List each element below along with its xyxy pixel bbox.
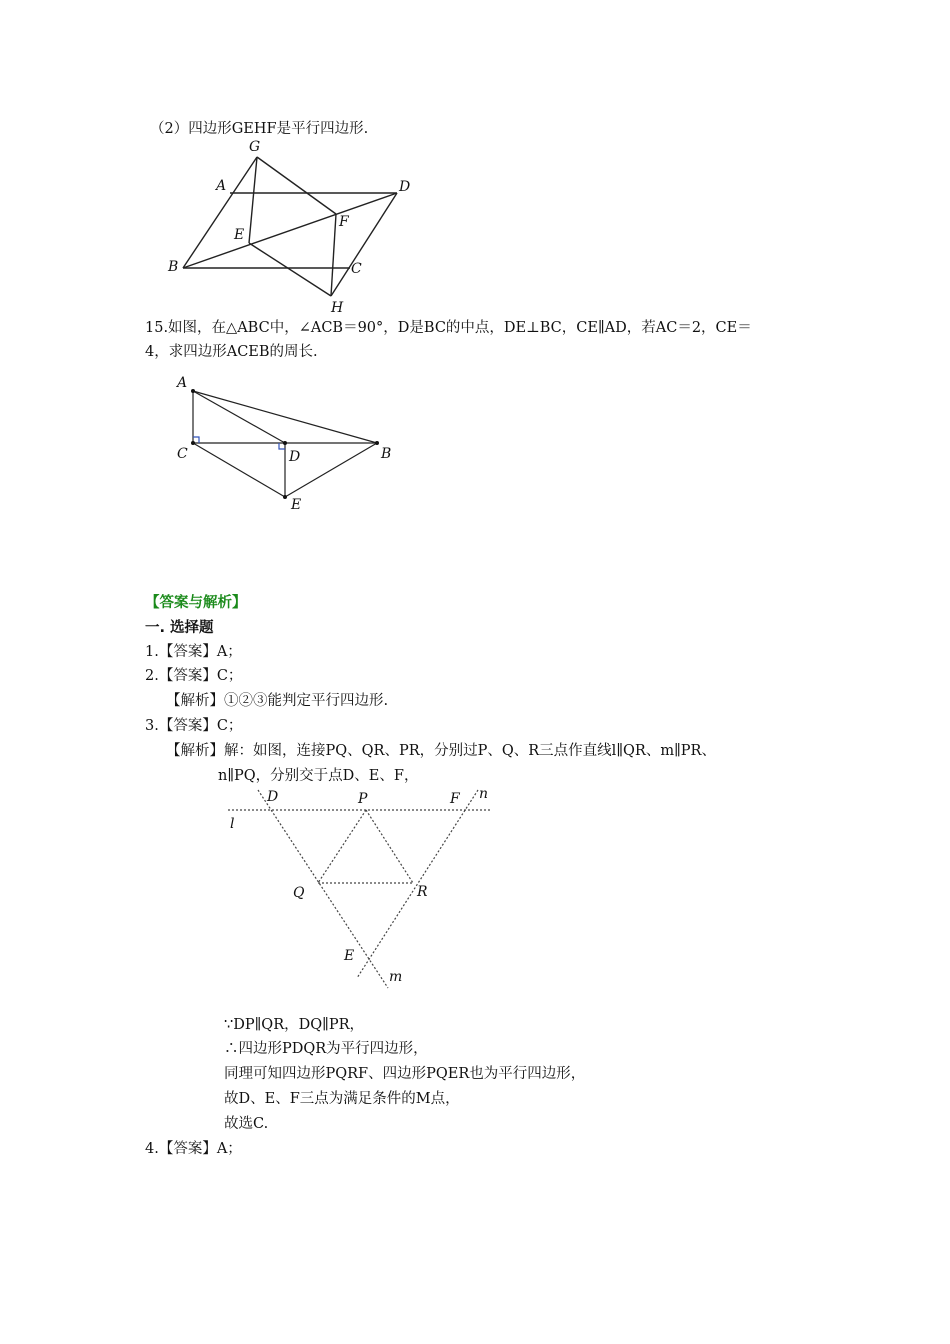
proof-line-5: 故选C.	[224, 1116, 269, 1132]
fig1-label-G: G	[249, 139, 261, 155]
fig2-label-D: D	[289, 449, 301, 465]
fig1-label-A: A	[216, 178, 227, 194]
fig2-label-E: E	[291, 497, 302, 513]
fig3-label-n: n	[479, 786, 489, 802]
answer-3-explanation-line1: 【解析】解：如图，连接PQ、QR、PR，分别过P、Q、R三点作直线l∥QR、m∥PR、	[166, 743, 716, 759]
fig3-label-R: R	[417, 884, 428, 900]
proof-line-3: 同理可知四边形PQRF、四边形PQER也为平行四边形，	[224, 1066, 586, 1082]
fig3-label-m: m	[389, 969, 403, 985]
answer-2-explanation: 【解析】①②③能判定平行四边形.	[166, 693, 389, 709]
fig3-label-P: P	[358, 791, 368, 807]
answer-3-explanation-line2: n∥PQ，分别交于点D、E、F，	[218, 768, 419, 784]
fig1-label-B: B	[168, 259, 179, 275]
fig3-label-E: E	[344, 948, 355, 964]
fig1-label-F: F	[339, 214, 349, 230]
fig1-label-E: E	[234, 227, 245, 243]
section-choice-title: 一. 选择题	[145, 620, 214, 636]
fig2-label-B: B	[381, 446, 392, 462]
answer-4: 4.【答案】A；	[145, 1141, 242, 1157]
answer-3: 3.【答案】C；	[145, 718, 243, 734]
fig2-label-A: A	[177, 375, 188, 391]
fig1-label-D: D	[399, 179, 411, 195]
fig1-label-C: C	[351, 261, 362, 277]
proof-line-2: ∴四边形PDQR为平行四边形，	[224, 1041, 428, 1057]
q15-text-line2: 4，求四边形ACEB的周长.	[145, 344, 318, 360]
fig1-label-H: H	[331, 300, 344, 316]
fig3-label-Q: Q	[293, 885, 305, 901]
q15-text-line1: 15.如图，在△ABC中，∠ACB＝90°，D是BC的中点，DE⊥BC，CE∥AD，若AC＝2，CE＝	[145, 320, 752, 336]
answer-1: 1.【答案】A；	[145, 644, 242, 660]
answer-2: 2.【答案】C；	[145, 668, 243, 684]
fig3-label-F: F	[450, 791, 460, 807]
q14-part2-text: （2）四边形GEHF是平行四边形.	[150, 121, 369, 137]
proof-line-1: ∵DP∥QR，DQ∥PR，	[224, 1017, 364, 1033]
fig3-label-l: l	[230, 816, 235, 832]
answer-header: 【答案与解析】	[145, 595, 247, 611]
proof-line-4: 故D、E、F三点为满足条件的M点，	[224, 1091, 460, 1107]
fig3-label-D: D	[267, 789, 279, 805]
fig2-label-C: C	[177, 446, 188, 462]
